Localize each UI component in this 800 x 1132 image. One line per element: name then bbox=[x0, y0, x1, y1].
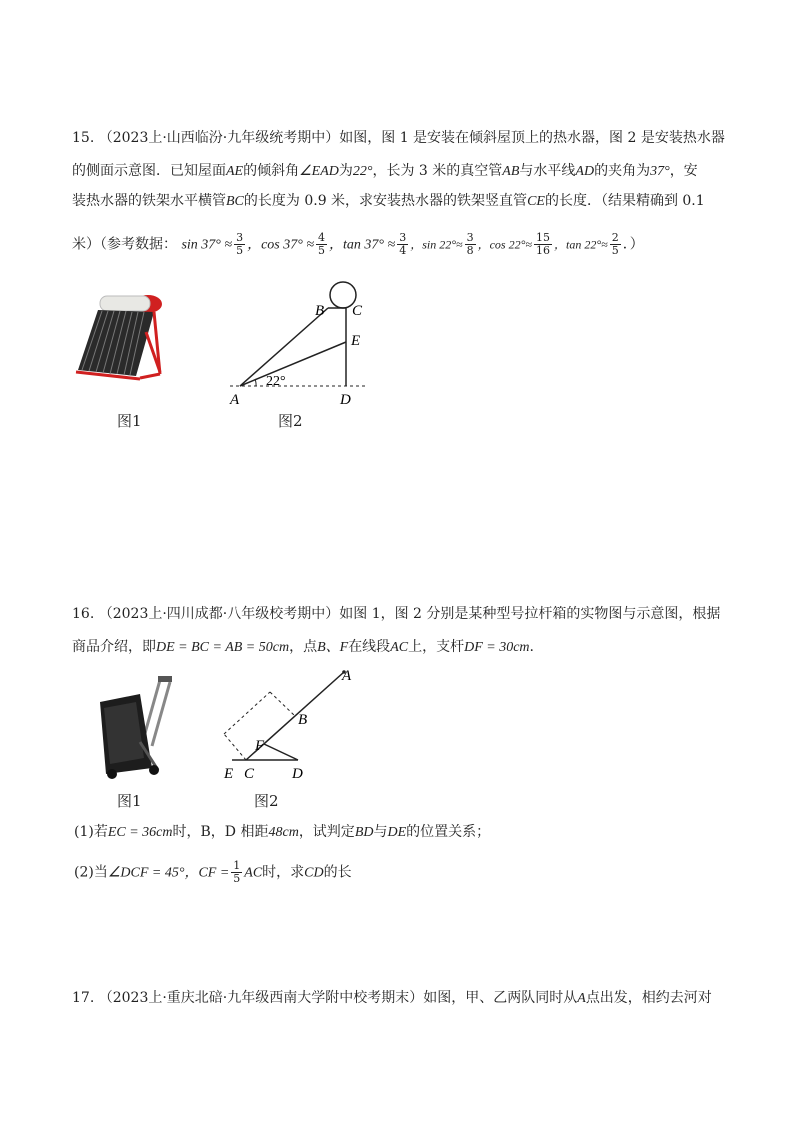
q15-source: （2023上·山西临汾·九年级统考期中） bbox=[98, 130, 340, 146]
q15-fig2-caption: 图2 bbox=[278, 412, 303, 430]
q16-source: （2023上·四川成都·八年级校考期中） bbox=[98, 606, 340, 622]
frac-sin37: $\frac{3}{5}$ bbox=[236, 231, 244, 257]
label-C: C bbox=[244, 766, 255, 782]
label-D: D bbox=[340, 392, 351, 408]
q17-number: 17. bbox=[72, 990, 95, 1006]
q17-line1: 17. （2023上·重庆北碚·九年级西南大学附中校考期末）如图，甲、乙两队同时从A点出发，相约去河对 bbox=[72, 990, 712, 1006]
solar-heater-image bbox=[70, 292, 170, 387]
q17-source: （2023上·重庆北碚·九年级西南大学附中校考期末） bbox=[98, 990, 424, 1006]
angle-label: 22° bbox=[266, 374, 286, 389]
frac-sin22: $\frac{3}{8}$ bbox=[466, 231, 474, 257]
frac-cos37: $\frac{4}{5}$ bbox=[318, 231, 326, 257]
label-E: E bbox=[351, 333, 361, 349]
label-D: D bbox=[292, 766, 303, 782]
q16-fig2-caption: 图2 bbox=[254, 792, 279, 810]
suitcase-image bbox=[82, 672, 192, 782]
label-F: F bbox=[255, 738, 265, 754]
q15-line3: 装热水器的铁架水平横管BC的长度为 0.9 米，求安装热水器的铁架竖直管CE的长度．（结果精确到 0.1 bbox=[72, 193, 705, 209]
q16-line2: 商品介绍，即DE = BC = AB = 50cm，点B、F在线段AC上，支杆DF = 30cm. bbox=[72, 639, 534, 655]
frac-one-fifth: $\frac{1}{5}$ bbox=[233, 859, 241, 885]
q16-fig1-caption: 图1 bbox=[117, 792, 142, 810]
q16-number: 16. bbox=[72, 606, 95, 622]
label-E: E bbox=[224, 766, 234, 782]
q15-line1: 15. （2023上·山西临汾·九年级统考期中）如图，图 1 是安装在倾斜屋顶上的热水器，图 2 是安装热水器 bbox=[72, 130, 725, 146]
label-C: C bbox=[352, 303, 363, 319]
q16-part2: (2)当∠DCF = 45°，CF = $\frac{1}{5}$ AC时，求CD的长 bbox=[74, 859, 352, 885]
q16-part1: (1)若EC = 36cm时，B，D 相距48cm，试判定BD与DE的位置关系； bbox=[74, 824, 491, 840]
label-B: B bbox=[298, 712, 308, 728]
label-A: A bbox=[230, 392, 240, 408]
q16-diagram bbox=[210, 660, 360, 785]
label-B: B bbox=[315, 303, 325, 319]
q15-line4: 米）（参考数据： sin 37° ≈ $\frac{3}{5}$ ，cos 37° ≈ $\frac{4}{5}$ ，tan 37° ≈ $\frac{3}{4}$ ，sin 22°≈ $\frac{3}{8}$ ，cos 22°≈ $\frac{15}{16}$ ，tan 22°≈ $\frac{2}{5}$ ．） bbox=[72, 231, 644, 257]
q16-line1: 16. （2023上·四川成都·八年级校考期中）如图 1，图 2 分别是某种型号拉杆箱的实物图与示意图，根据 bbox=[72, 606, 721, 622]
frac-cos22: $\frac{15}{16}$ bbox=[535, 231, 550, 257]
q15-fig1-caption: 图1 bbox=[117, 412, 142, 430]
frac-tan37: $\frac{3}{4}$ bbox=[399, 231, 407, 257]
label-A: A bbox=[342, 668, 352, 684]
q15-line2: 的侧面示意图．已知屋面AE的倾斜角∠EAD为22°，长为 3 米的真空管AB与水平线AD的夹角为37°，安 bbox=[72, 163, 698, 179]
q15-diagram bbox=[220, 270, 380, 410]
frac-tan22: $\frac{2}{5}$ bbox=[611, 231, 619, 257]
q15-number: 15. bbox=[72, 130, 95, 146]
